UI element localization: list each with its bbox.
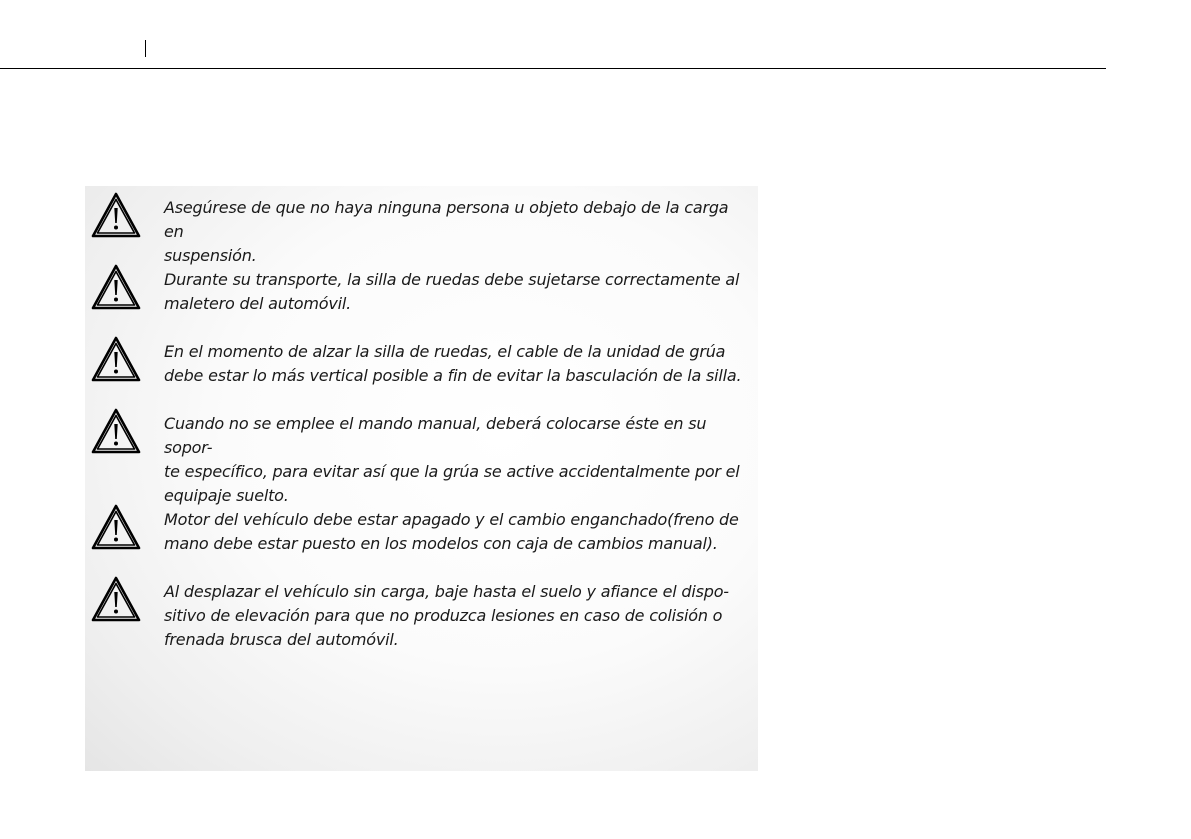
- warning-triangle-icon: [91, 504, 141, 550]
- header-divider-tick: [145, 40, 146, 57]
- warning-text: Motor del vehículo debe estar apagado y el cambio enganchado(freno de mano debe estar puesto en los modelos con caja de cambios manual).: [164, 510, 739, 553]
- warning-box: [85, 186, 758, 771]
- warning-triangle-icon: [91, 408, 141, 454]
- warning-triangle-icon: [91, 192, 141, 238]
- warning-text: Asegúrese de que no haya ninguna persona u objeto debajo de la carga en suspensión.: [164, 198, 729, 265]
- warning-text: Durante su transporte, la silla de ruedas debe sujetarse correctamente al maletero del automóvil.: [164, 270, 740, 313]
- warning-text: Al desplazar el vehículo sin carga, baje hasta el suelo y afiance el dispo- sitivo de elevación para que no produzca lesiones en caso de colisión o frenada brusca del automóvil.: [164, 582, 729, 649]
- header-rule: [0, 68, 1106, 69]
- warning-triangle-icon: [91, 576, 141, 622]
- warning-triangle-icon: [91, 264, 141, 310]
- warning-text: Cuando no se emplee el mando manual, deberá colocarse éste en su sopor- te específico, para evitar así que la grúa se active accidentalmente por el equipaje suelto.: [164, 414, 740, 505]
- warning-triangle-icon: [91, 336, 141, 382]
- warning-text: En el momento de alzar la silla de ruedas, el cable de la unidad de grúa debe estar lo más vertical posible a fin de evitar la basculación de la silla.: [164, 342, 742, 385]
